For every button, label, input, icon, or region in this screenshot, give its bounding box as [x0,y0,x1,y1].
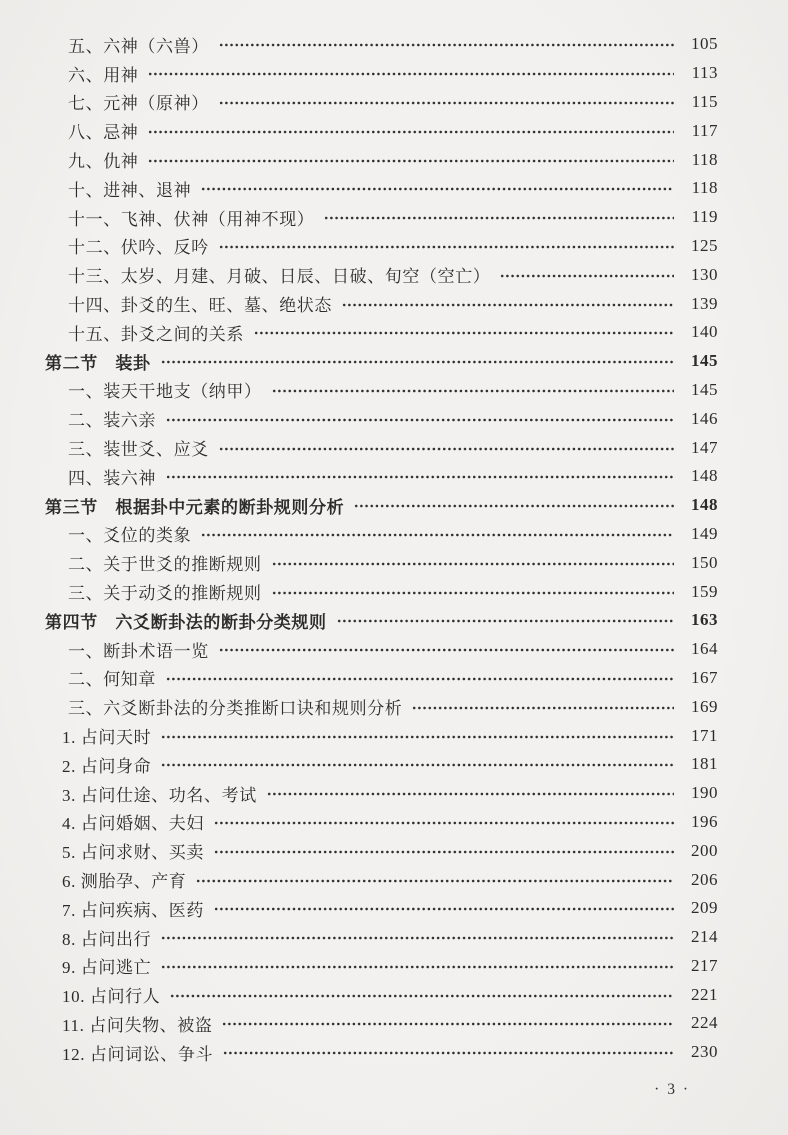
toc-entry-page: 181 [691,754,718,774]
toc-entry-label: 一、装天干地支（纳甲） [68,382,262,402]
toc-entry-label: 三、装世爻、应爻 [68,440,209,460]
toc-entry-page: 169 [691,696,718,716]
toc-entry-label: 十一、飞神、伏神（用神不现） [68,209,315,229]
toc-entry-page: 230 [691,1042,718,1062]
dot-leader [161,734,674,740]
toc-entry-page: 140 [691,322,718,342]
toc-entry-label: 第二节 装卦 [45,353,151,373]
toc-entry-label: 二、何知章 [68,670,156,690]
dot-leader [354,503,674,509]
toc-entry-label: 第四节 六爻断卦法的断卦分类规则 [45,612,327,632]
toc-entry-page: 118 [691,149,718,169]
dot-leader [148,71,674,77]
toc-entry [45,376,718,405]
toc-entry-page: 115 [691,91,718,111]
toc-entry-label: 5. 占问求财、买卖 [62,843,204,863]
footer-page-number: · 3 · [654,1080,690,1098]
toc-entry-label: 七、元神（原神） [68,94,209,114]
dot-leader [223,1050,674,1056]
toc-entry-label: 八、忌神 [68,123,139,143]
dot-leader [500,273,674,279]
toc-entry-label: 五、六神（六兽） [68,36,209,56]
toc-list [45,30,718,1067]
toc-entry [45,952,718,981]
toc-entry-page: 148 [691,495,718,515]
dot-leader [412,705,674,711]
dot-leader [214,849,674,855]
toc-entry-page: 214 [691,927,718,947]
dot-leader [161,359,674,365]
toc-entry-label: 1. 占问天时 [62,728,152,748]
toc-entry-page: 105 [691,34,718,54]
toc-entry [45,174,718,203]
toc-entry [45,779,718,808]
toc-entry [45,635,718,664]
dot-leader [219,647,674,653]
toc-entry-page: 196 [691,811,718,831]
toc-entry-label: 3. 占问仕途、功名、考试 [62,785,257,805]
dot-leader [222,1021,674,1027]
toc-entry [45,203,718,232]
toc-entry [45,116,718,145]
toc-entry-page: 148 [691,466,718,486]
toc-entry-label: 一、断卦术语一览 [68,641,209,661]
toc-entry-page: 117 [691,120,718,140]
toc-entry [45,664,718,693]
toc-entry-page: 145 [691,351,718,371]
toc-entry [45,88,718,117]
toc-entry-label: 8. 占问出行 [62,929,152,949]
toc-entry-page: 217 [691,955,718,975]
toc-entry [45,462,718,491]
toc-entry [45,923,718,952]
dot-leader [219,42,674,48]
toc-entry-page: 164 [691,639,718,659]
page-footer [45,1081,718,1099]
toc-entry-page: 221 [691,984,718,1004]
dot-leader [254,330,674,336]
toc-entry-page: 139 [691,293,718,313]
toc-entry-label: 三、关于动爻的推断规则 [68,584,262,604]
toc-entry [45,30,718,59]
toc-entry [45,404,718,433]
toc-entry [45,520,718,549]
dot-leader [337,618,674,624]
dot-leader [196,878,674,884]
toc-entry [45,318,718,347]
toc-entry-page: 145 [691,379,718,399]
toc-entry-page: 150 [691,552,718,572]
dot-leader [219,446,674,452]
toc-entry-label: 九、仇神 [68,152,139,172]
toc-entry-page: 167 [691,667,718,687]
toc-entry-label: 7. 占问疾病、医药 [62,900,204,920]
toc-entry [45,548,718,577]
toc-entry-label: 12. 占问词讼、争斗 [62,1044,214,1064]
toc-entry-page: 119 [691,207,718,227]
toc-entry [45,289,718,318]
toc-entry [45,232,718,261]
toc-entry [45,577,718,606]
toc-entry-page: 190 [691,783,718,803]
toc-entry [45,59,718,88]
toc-entry-label: 十、进神、退神 [68,180,192,200]
toc-entry [45,1038,718,1067]
dot-leader [166,417,674,423]
dot-leader [148,158,674,164]
toc-entry-label: 十二、伏吟、反吟 [68,238,209,258]
toc-entry-page: 113 [691,63,718,83]
toc-entry-label: 6. 测胎孕、产育 [62,872,187,891]
dot-leader [342,302,674,308]
toc-entry-page: 147 [691,437,718,457]
toc-entry-page: 209 [691,898,718,918]
toc-entry-page: 149 [691,523,718,543]
toc-entry [45,721,718,750]
toc-entry-label: 六、用神 [68,65,139,85]
toc-entry-label: 三、六爻断卦法的分类推断口诀和规则分析 [68,699,403,719]
dot-leader [267,791,674,797]
toc-entry [45,145,718,174]
dot-leader [219,244,674,250]
dot-leader [166,676,674,682]
toc-entry-label: 十四、卦爻的生、旺、墓、绝状态 [68,296,332,316]
toc-entry-page: 130 [691,264,718,284]
toc-entry-page: 200 [691,840,718,860]
toc-entry [45,750,718,779]
dot-leader [170,993,674,999]
toc-entry-label: 9. 占问逃亡 [62,958,152,978]
toc-entry-label: 二、装六亲 [68,411,156,431]
toc-entry [45,433,718,462]
toc-entry-label: 10. 占问行人 [62,987,161,1007]
toc-entry-label: 11. 占问失物、被盗 [62,1015,213,1035]
toc-entry [45,491,718,520]
dot-leader [272,561,674,567]
toc-entry-label: 二、关于世爻的推断规则 [68,555,262,575]
toc-entry [45,692,718,721]
toc-entry-label: 2. 占问身命 [62,756,152,776]
toc-entry [45,836,718,865]
toc-entry-page: 171 [691,725,718,745]
toc-entry-page: 206 [691,869,718,889]
toc-entry-page: 118 [691,178,718,198]
dot-leader [324,215,674,221]
dot-leader [161,762,674,768]
toc-entry [45,347,718,376]
toc-entry-page: 163 [691,610,718,630]
toc-entry [45,865,718,894]
toc-entry-page: 159 [691,581,718,601]
toc-entry [45,606,718,635]
dot-leader [214,906,674,912]
toc-entry-label: 十三、太岁、月建、月破、日辰、日破、旬空（空亡） [68,267,491,287]
toc-entry [45,980,718,1009]
dot-leader [201,532,674,538]
toc-entry-label: 四、装六神 [68,468,156,488]
toc-entry [45,808,718,837]
toc-entry-label: 第三节 根据卦中元素的断卦规则分析 [45,497,345,517]
toc-entry-label: 十五、卦爻之间的关系 [68,324,244,344]
toc-entry [45,260,718,289]
dot-leader [214,820,674,826]
dot-leader [272,388,674,394]
dot-leader [161,935,674,941]
toc-entry-page: 125 [691,235,718,255]
dot-leader [219,100,674,106]
dot-leader [201,186,674,192]
toc-entry-label: 一、爻位的类象 [68,526,192,546]
dot-leader [272,590,674,596]
toc-entry [45,1009,718,1038]
dot-leader [148,129,674,135]
toc-entry-label: 4. 占问婚姻、夫妇 [62,814,204,834]
dot-leader [166,474,674,480]
toc-entry-page: 224 [691,1013,718,1033]
toc-entry [45,894,718,923]
dot-leader [161,964,674,970]
toc-entry-page: 146 [691,408,718,428]
